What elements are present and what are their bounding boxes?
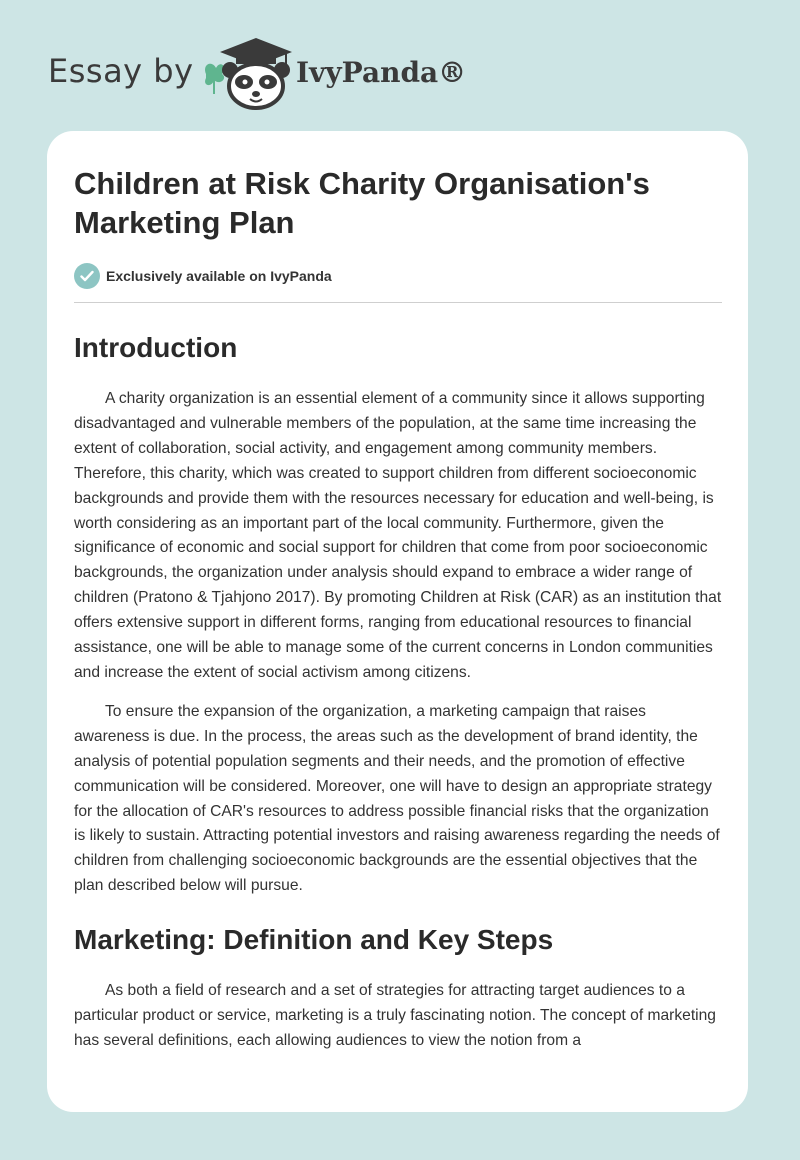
- article-body: [74, 322, 722, 1068]
- brand-name: IvyPanda®: [296, 56, 467, 89]
- paragraph: As both a field of research and a set of strategies for attracting target audiences to a particular product or service, marketing is a truly fascinating notion. The concept of marketing has several definitions, each allowing audiences to view the notion from a: [74, 982, 716, 1049]
- exclusive-label: Exclusively available on IvyPanda: [106, 268, 332, 284]
- divider: [74, 302, 722, 303]
- essay-card: [47, 131, 748, 1112]
- brand-header[interactable]: [48, 34, 508, 114]
- check-circle-icon: [74, 263, 100, 289]
- exclusive-badge: [74, 263, 332, 289]
- paragraph: To ensure the expansion of the organization, a marketing campaign that raises awareness is due. In the process, the areas such as the development of brand identity, the analysis of potential population segments and their needs, and the promotion of effective communication will be considered. Moreover, one will have to design an appropriate strategy for the allocation of CAR's resources to address possible financial risks that the organization is likely to sustain. Attracting potential investors and raising awareness regarding the needs of children from challenging socioeconomic backgrounds are the essential objectives that the plan described below will pursue.: [74, 702, 720, 895]
- panda-graduation-cap-icon: [200, 34, 292, 110]
- page-title: Children at Risk Charity Organisation's Marketing Plan: [74, 166, 650, 240]
- section-heading-introduction: Introduction: [74, 332, 238, 363]
- paragraph: A charity organization is an essential element of a community since it allows supporting disadvantaged and vulnerable members of the population, at the same time increasing the extent of collaboration, social activity, and engagement among community members. Therefore, this charity, which was created to support children from different socioeconomic backgrounds and provide them with the resources necessary for education and well-being, is worth considering as an important part of the local community. Furthermore, given the significance of economic and social support for children that come from poor socioeconomic backgrounds, the organization under analysis should expand to embrace a wider range of children (Pratono & Tjahjono 2017). By promoting Children at Risk (CAR) as an institution that offers extensive support in different forms, ranging from educational resources to financial assistance, one will be able to manage some of the current concerns in London communities and increase the extent of social activism among citizens.: [74, 390, 722, 681]
- section-heading-marketing: Marketing: Definition and Key Steps: [74, 924, 554, 956]
- brand-prefix: Essay by: [48, 52, 194, 90]
